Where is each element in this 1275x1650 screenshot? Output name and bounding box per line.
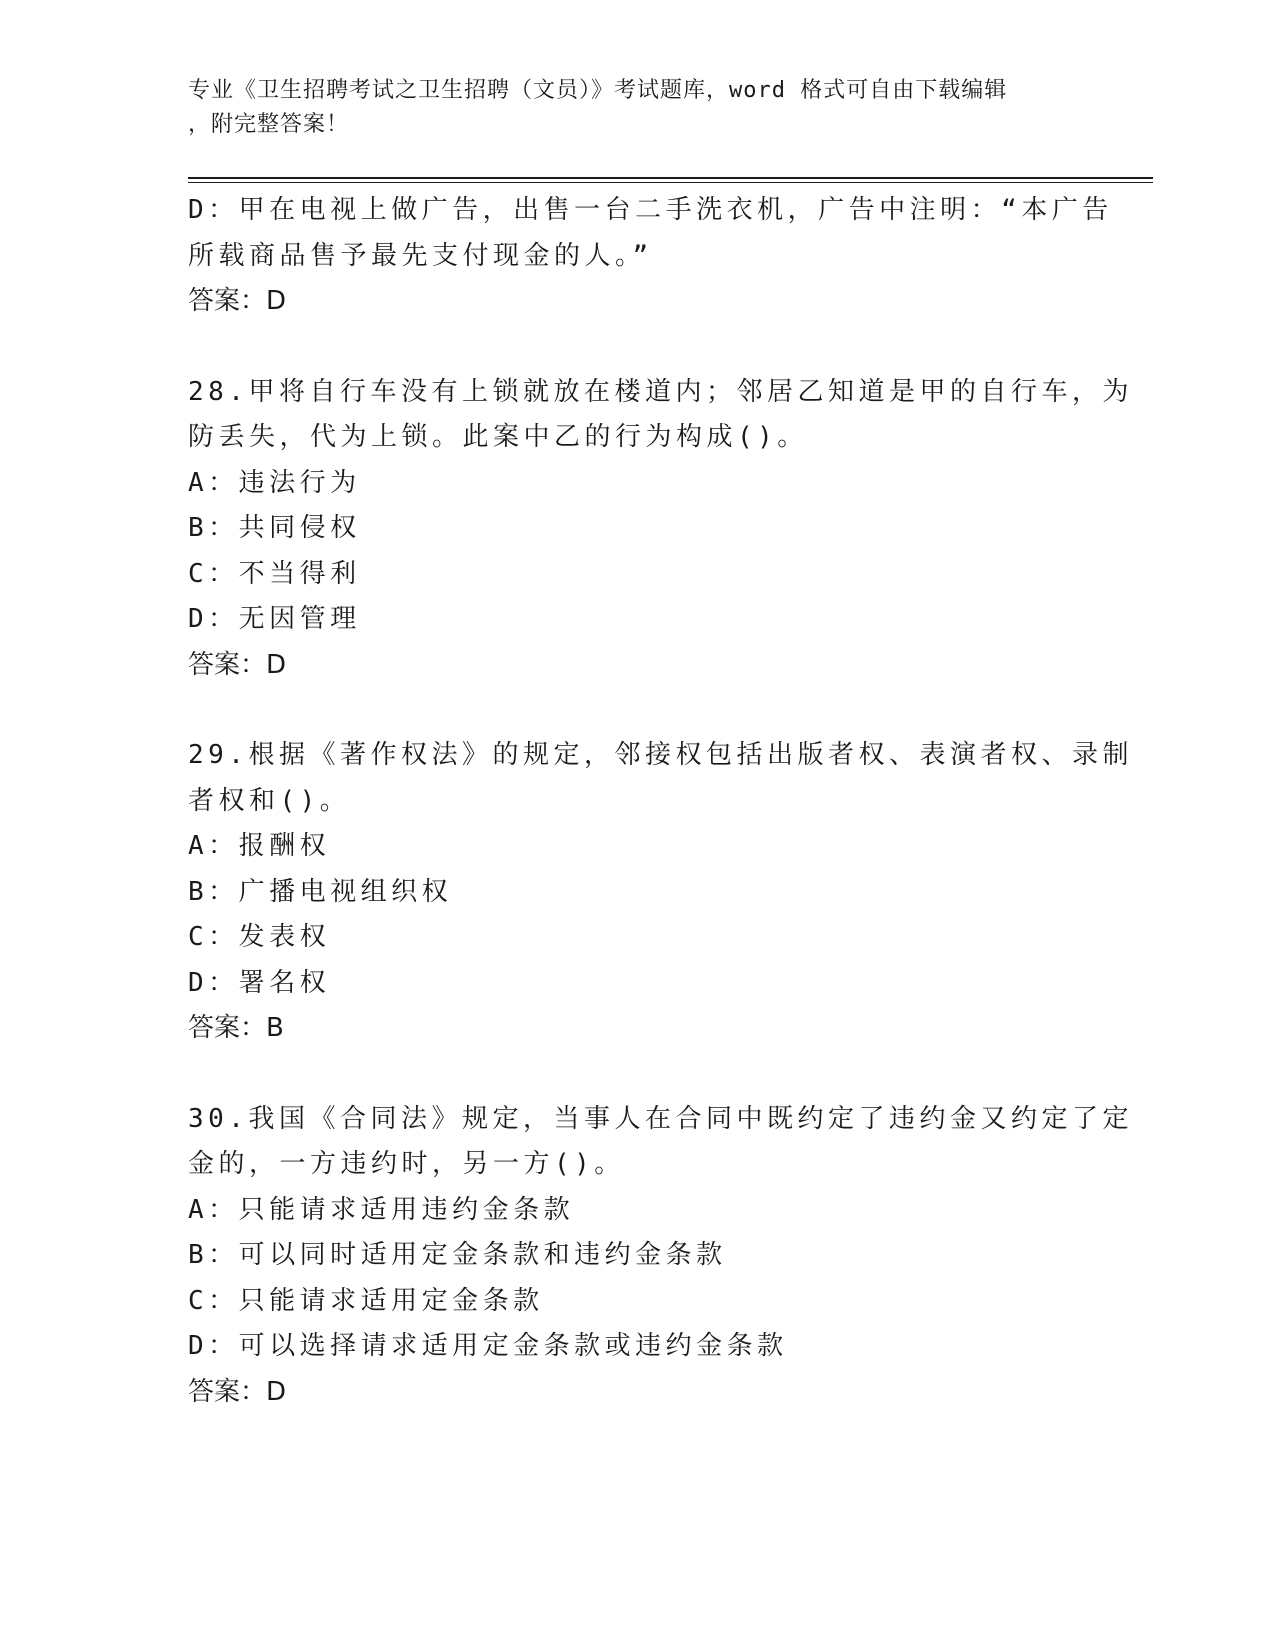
question-28 xyxy=(188,370,1133,689)
question-30 xyxy=(188,1097,1133,1416)
answer-label: 答案：D xyxy=(188,286,287,316)
question-list xyxy=(188,188,1133,1415)
option-a: A：违法行为 xyxy=(188,467,361,498)
option-c: C：不当得利 xyxy=(188,558,361,589)
header-line-2: ，附完整答案！ xyxy=(188,112,350,137)
option-a: A：只能请求适用违约金条款 xyxy=(188,1194,575,1225)
option-b: B：广播电视组织权 xyxy=(188,876,453,907)
spacer xyxy=(188,688,1083,733)
option-d-line-1: D：甲在电视上做广告，出售一台二手洗衣机，广告中注明：“本广告 xyxy=(188,195,1113,225)
header-divider-thick xyxy=(188,177,1153,179)
option-a: A：报酬权 xyxy=(188,831,331,861)
option-c: C：发表权 xyxy=(188,922,331,952)
header-divider-thin xyxy=(188,182,1153,183)
option-d: D：署名权 xyxy=(188,967,331,998)
answer-label: 答案：D xyxy=(188,649,287,680)
option-d-line-2: 所载商品售予最先支付现金的人。” xyxy=(188,240,653,271)
spacer xyxy=(188,1052,1083,1097)
option-b: B：共同侵权 xyxy=(188,513,361,543)
question-stem-line-1: 28.甲将自行车没有上锁就放在楼道内；邻居乙知道是甲的自行车，为 xyxy=(188,376,1133,407)
header-line-1: 专业《卫生招聘考试之卫生招聘（文员）》考试题库，word 格式可自由下载编辑 xyxy=(188,78,1008,103)
question-stem-line-2: 金的，一方违约时，另一方()。 xyxy=(188,1149,625,1179)
answer-label: 答案：D xyxy=(188,1376,287,1407)
option-d: D：无因管理 xyxy=(188,604,361,634)
option-b: B：可以同时适用定金条款和违约金条款 xyxy=(188,1240,727,1270)
question-stem-line-1: 29.根据《著作权法》的规定，邻接权包括出版者权、表演者权、录制 xyxy=(188,740,1133,770)
option-c: C：只能请求适用定金条款 xyxy=(188,1285,544,1316)
question-27-tail xyxy=(188,188,1113,325)
question-stem-line-1: 30.我国《合同法》规定，当事人在合同中既约定了违约金又约定了定 xyxy=(188,1103,1133,1134)
answer-label: 答案：B xyxy=(188,1013,284,1043)
option-d: D：可以选择请求适用定金条款或违约金条款 xyxy=(188,1331,788,1361)
spacer xyxy=(188,325,1083,370)
question-29 xyxy=(188,733,1133,1052)
question-stem-line-2: 者权和()。 xyxy=(188,785,351,816)
question-stem-line-2: 防丢失，代为上锁。此案中乙的行为构成()。 xyxy=(188,422,808,452)
document-header xyxy=(188,74,1068,142)
